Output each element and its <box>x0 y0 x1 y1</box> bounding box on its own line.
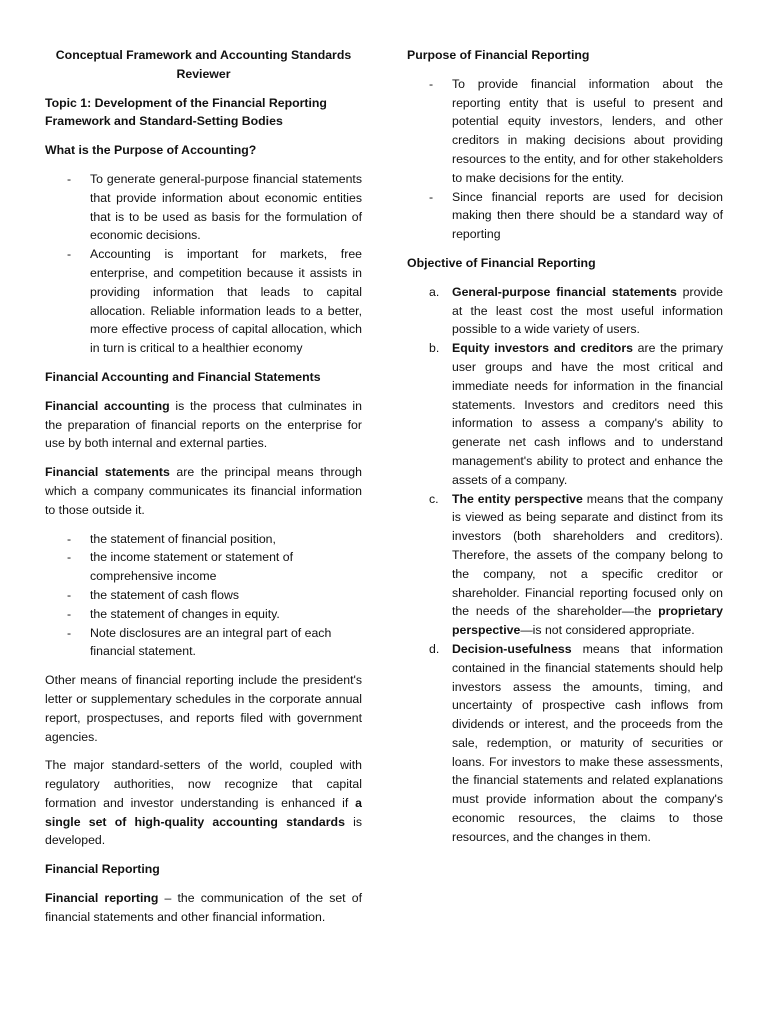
financial-accounting-paragraph: Financial accounting is the process that culminates in the preparation of financial reports on the enterprise for use by both internal and external parties. <box>45 398 362 451</box>
dash-marker: - <box>429 76 434 91</box>
list-item: - the statement of financial position, <box>45 530 362 549</box>
list-item: c. The entity perspective means that the company is viewed as being separate and distinct from its investors (both shareholders and creditors). Therefore, the assets of the company belong to the company, not a specific creditor or shareholder. Financial reporting focused only on the needs of the shareholder—the proprietary perspective—is not considered appropriate. <box>429 491 723 638</box>
left-column <box>45 46 362 937</box>
right-column <box>407 46 723 857</box>
list-item: - the statement of changes in equity. <box>45 605 362 624</box>
list-item: - the statement of cash flows <box>45 586 362 605</box>
financial-statements-paragraph: Financial statements are the principal means through which a company communicates its financial information to those outside it. <box>45 465 362 517</box>
document-title: Conceptual Framework and Accounting Standards Reviewer <box>55 48 352 81</box>
dash-marker: - <box>67 606 72 621</box>
purpose-reporting-heading: Purpose of Financial Reporting <box>407 48 590 62</box>
list-item: a. General-purpose financial statements provide at the least cost the most useful information possible to a wide variety of users. <box>429 284 723 337</box>
topic-heading: Topic 1: Development of the Financial Reporting Framework and Standard-Setting Bodies <box>45 95 327 129</box>
list-item: - Accounting is important for markets, free enterprise, and competition because it assists in providing information that leads to capital allocation. Reliable information leads to a better, more effective process of capital allocation, which in turn is critical to a healthier economy <box>67 247 362 356</box>
dash-marker: - <box>67 550 72 565</box>
other-means-paragraph: Other means of financial reporting include the president's letter or supplementary schedules in the corporate annual report, prospectuses, and reports filed with government agencies. <box>45 673 362 744</box>
standard-setters-paragraph: The major standard-setters of the world, coupled with regulatory authorities, now recognize that capital formation and investor understanding is enhanced if a single set of high-quality accounting standards is developed. <box>45 758 362 848</box>
financial-statements-list <box>45 530 362 662</box>
financial-reporting-heading: Financial Reporting <box>45 862 160 877</box>
objective-list <box>407 283 723 847</box>
dash-marker: - <box>67 247 72 262</box>
list-item: - Since financial reports are used for decision making then there should be a standard way of reporting <box>429 189 723 242</box>
purpose-accounting-list <box>45 170 362 358</box>
dash-marker: - <box>67 587 72 602</box>
purpose-reporting-list <box>407 75 723 244</box>
alpha-marker: b. <box>429 341 440 356</box>
dash-marker: - <box>67 531 72 546</box>
dash-marker: - <box>429 189 434 204</box>
list-item: - To provide financial information about the reporting entity that is useful to present and potential equity investors, lenders, and other creditors in making decisions about providing resources to the entity, and for other stakeholders to make decisions for the entity. <box>429 76 723 185</box>
list-item: - Note disclosures are an integral part of each financial statement. <box>67 625 332 659</box>
list-item: b. Equity investors and creditors are the primary user groups and have the most critical and immediate needs for information in the financial statements. Investors and creditors need this information to assess a company's ability to generate net cash inflows and to understand management's ability to protect and enhance the assets of a company. <box>429 341 723 487</box>
financial-accounting-heading: Financial Accounting and Financial Statements <box>45 369 321 384</box>
alpha-marker: a. <box>429 284 440 299</box>
financial-reporting-paragraph: Financial reporting – the communication of the set of financial statements and other financial information. <box>45 891 362 924</box>
dash-marker: - <box>67 625 72 640</box>
objective-heading: Objective of Financial Reporting <box>407 255 596 270</box>
list-item: d. Decision-usefulness means that information contained in the financial statements should help investors assess the amounts, timing, and uncertainty of prospective cash inflows from dividends or interest, and the proceeds from the sale, redemption, or maturity of securities or loans. For investors to make these assessments, the financial statements and related explanations must provide information about the company's economic resources, the claims to those resources, and the changes in them. <box>429 641 723 844</box>
list-item: - To generate general-purpose financial statements that provide information about economic entities that is to be used as basis for the formulation of economic decisions. <box>67 171 362 243</box>
dash-marker: - <box>67 171 72 186</box>
alpha-marker: d. <box>429 641 440 656</box>
purpose-accounting-heading: What is the Purpose of Accounting? <box>45 143 257 158</box>
list-item: - the income statement or statement of comprehensive income <box>67 550 294 584</box>
alpha-marker: c. <box>429 491 439 506</box>
